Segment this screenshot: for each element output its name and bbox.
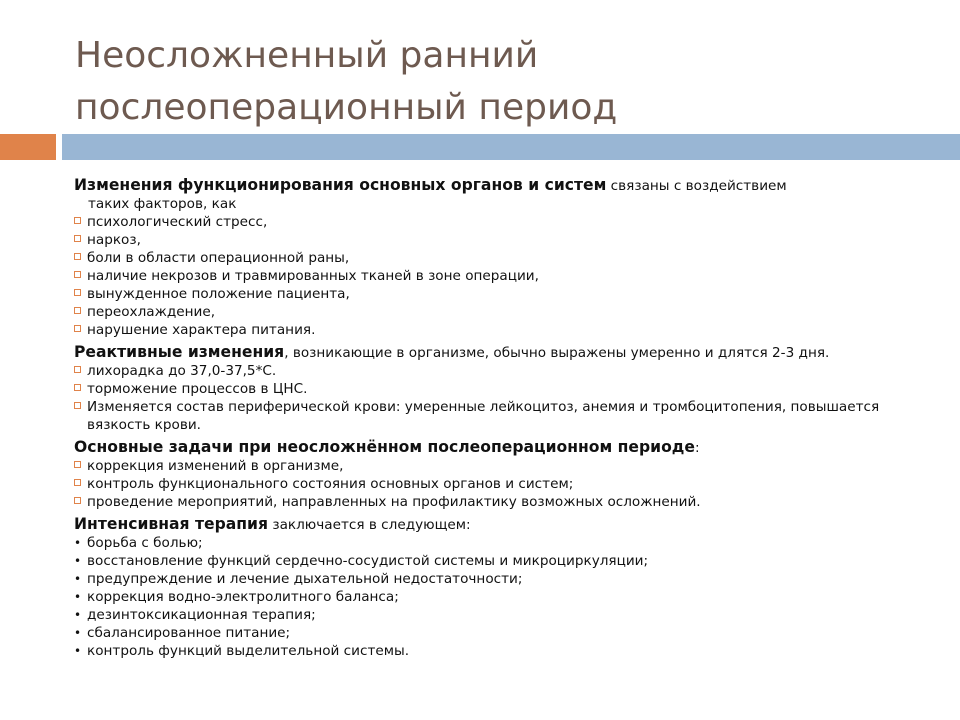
- section-heading-tail: , возникающие в организме, обычно выражены умеренно и длятся 2-3 дня.: [284, 345, 830, 361]
- list-item-text: коррекция изменений в организме,: [87, 458, 344, 474]
- section-heading-tail: заключается в следующем:: [268, 517, 471, 533]
- list-item: [74, 624, 924, 642]
- list-item: [74, 267, 924, 285]
- accent-bar-blue: [62, 134, 960, 160]
- list-item: [74, 588, 924, 606]
- list-item-text: восстановление функций сердечно-сосудистой системы и микроциркуляции;: [87, 553, 649, 569]
- square-bullet-icon: [74, 398, 87, 416]
- list-item-text: коррекция водно-электролитного баланса;: [87, 589, 399, 605]
- square-bullet-icon: [74, 285, 87, 303]
- list-item: [74, 362, 924, 380]
- slide-title: [75, 30, 915, 134]
- section-heading-bold: Интенсивная терапия: [74, 515, 269, 533]
- slide-body: [74, 176, 924, 660]
- square-bullet-icon: [74, 267, 87, 285]
- section-heading-tail: :: [694, 440, 700, 456]
- list-item-text: наличие некрозов и травмированных тканей в зоне операции,: [87, 268, 539, 284]
- list-item-text: вынужденное положение пациента,: [87, 286, 350, 302]
- list-item-text: предупреждение и лечение дыхательной недостаточности;: [87, 571, 523, 587]
- square-bullet-icon: [74, 475, 87, 493]
- list-item: [74, 457, 924, 475]
- list-item: [74, 303, 924, 321]
- list-item: [74, 475, 924, 493]
- list-item: [74, 642, 924, 660]
- section-heading-tail: связаны с воздействием: [606, 178, 787, 194]
- dot-bullet-icon: •: [74, 590, 82, 604]
- list-item-text: проведение мероприятий, направленных на профилактику возможных осложнений.: [87, 494, 701, 510]
- square-bullet-icon: [74, 231, 87, 249]
- section-heading-bold: Изменения функционирования основных органов и систем: [74, 176, 607, 194]
- dot-bullet-icon: •: [74, 626, 82, 640]
- accent-bar-orange: [0, 134, 56, 160]
- slide-title-line-2: послеоперационный период: [75, 87, 618, 128]
- list-item-text: психологический стресс,: [87, 214, 268, 230]
- section-heading: [74, 343, 924, 362]
- list-item-text: лихорадка до 37,0-37,5*С.: [87, 363, 277, 379]
- section-heading: [74, 438, 924, 457]
- list-item-text: дезинтоксикационная терапия;: [87, 607, 316, 623]
- dot-bullet-icon: •: [74, 536, 82, 550]
- list-item-text: контроль функций выделительной системы.: [87, 643, 410, 659]
- list-item-text: сбалансированное питание;: [87, 625, 291, 641]
- list-item: [74, 552, 924, 570]
- dot-bullet-icon: •: [74, 644, 82, 658]
- list-item: [74, 380, 924, 398]
- slide-title-line-1: Неосложненный ранний: [75, 35, 539, 76]
- list-item: [74, 398, 924, 434]
- dot-bullet-icon: •: [74, 572, 82, 586]
- section-heading-bold: Реактивные изменения: [74, 343, 285, 361]
- square-bullet-icon: [74, 213, 87, 231]
- list-item: [74, 321, 924, 339]
- list-item-text: торможение процессов в ЦНС.: [87, 381, 308, 397]
- section-heading-bold: Основные задачи при неосложнённом послеоперационном периоде: [74, 438, 695, 456]
- dot-bullet-icon: •: [74, 608, 82, 622]
- section-heading-continuation: таких факторов, как: [88, 196, 237, 212]
- list-item: [74, 285, 924, 303]
- square-bullet-icon: [74, 303, 87, 321]
- square-bullet-icon: [74, 249, 87, 267]
- section-heading: [74, 176, 924, 195]
- list-item-text: наркоз,: [87, 232, 141, 248]
- list-item: [74, 213, 924, 231]
- section-heading: [74, 515, 924, 534]
- dot-bullet-icon: •: [74, 554, 82, 568]
- square-bullet-icon: [74, 457, 87, 475]
- list-item-text: боли в области операционной раны,: [87, 250, 350, 266]
- list-item: [74, 606, 924, 624]
- square-bullet-icon: [74, 380, 87, 398]
- list-item: [74, 249, 924, 267]
- list-item: [74, 534, 924, 552]
- square-bullet-icon: [74, 493, 87, 511]
- list-item: [74, 493, 924, 511]
- list-item-text: контроль функционального состояния основных органов и систем;: [87, 476, 574, 492]
- square-bullet-icon: [74, 362, 87, 380]
- list-item: [74, 231, 924, 249]
- list-item-text: переохлаждение,: [87, 304, 216, 320]
- list-item: [74, 570, 924, 588]
- list-item-text: нарушение характера питания.: [87, 322, 316, 338]
- list-item-text: Изменяется состав периферической крови: умеренные лейкоцитоз, анемия и тромбоцитопения, повышается вязкость крови.: [87, 399, 880, 433]
- square-bullet-icon: [74, 321, 87, 339]
- list-item-text: борьба с болью;: [87, 535, 203, 551]
